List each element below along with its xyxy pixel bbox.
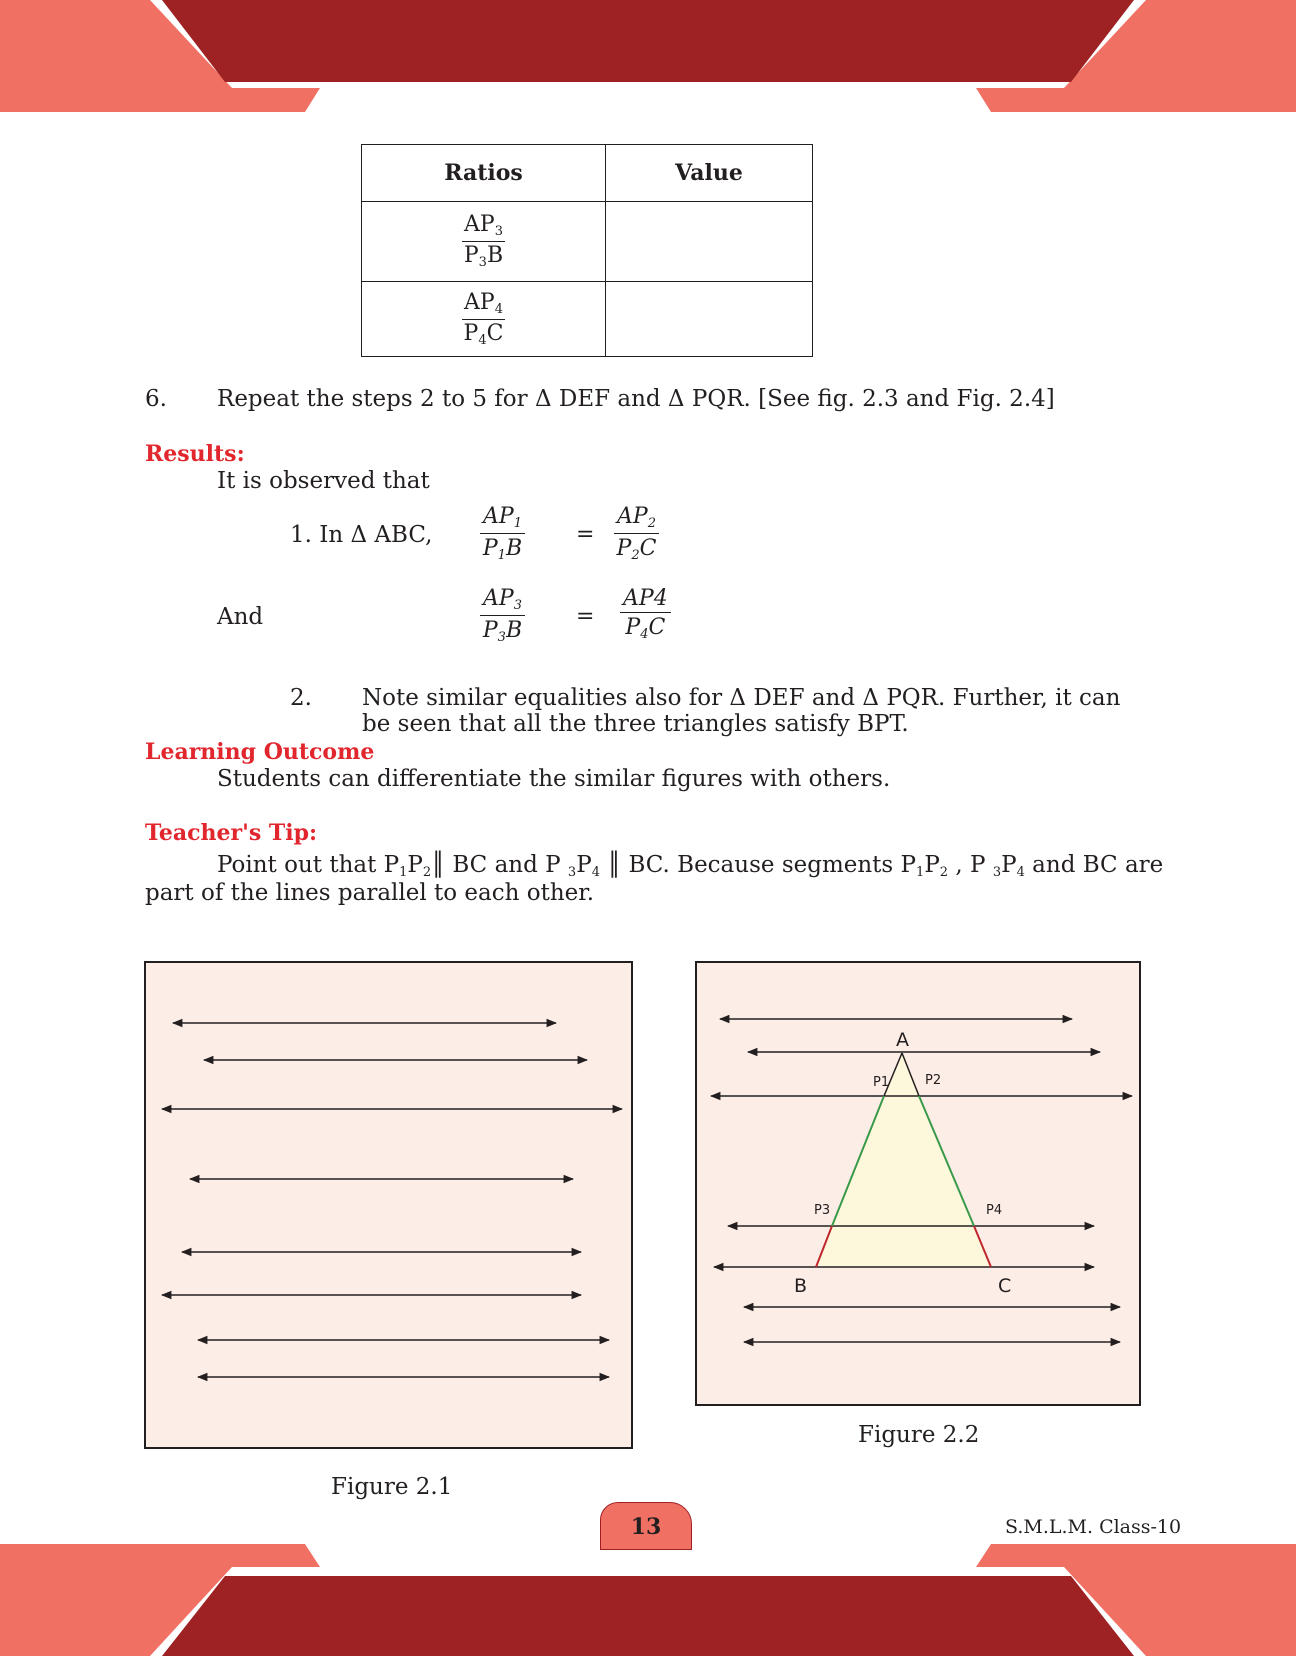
label-a: A: [896, 1029, 909, 1051]
ratio-cell: [362, 202, 606, 282]
fraction-ap4-p4c: $\frac{AP4}{P_4C}$: [620, 586, 671, 643]
header-ratios: Ratios: [362, 145, 606, 202]
teachers-tip-heading: Teacher's Tip:: [145, 820, 318, 846]
equals-sign: =: [576, 604, 595, 629]
results-heading: Results:: [145, 441, 245, 467]
label-p1: P1: [873, 1075, 890, 1090]
table-row: [362, 282, 813, 357]
label-b: B: [794, 1275, 808, 1297]
teachers-tip-line1: Point out that $P_1P_2║$ BC and P $_3P_4$ ║ BC. Because segments $P_1P_2$ , P $_3P_4$ and BC are: [217, 852, 1164, 880]
result-item-2-line1: Note similar equalities also for Δ DEF and Δ PQR. Further, it can: [362, 685, 1121, 711]
parallel-lines-diagram: [146, 963, 631, 1447]
label-p4: P4: [986, 1203, 1003, 1218]
equals-sign: =: [576, 522, 595, 547]
value-cell: [606, 282, 813, 357]
figure-2-2: [695, 961, 1141, 1406]
ratio-ap4-p4c: $\frac{AP_4}{P_4C}$: [463, 289, 504, 348]
ratio-ap3-p3b: $\frac{AP_3}{P_3B}$: [463, 212, 504, 270]
triangle-abc: [816, 1053, 991, 1267]
label-p3: P3: [814, 1203, 831, 1218]
table-row: [362, 202, 813, 282]
header-value: Value: [606, 145, 813, 202]
step-number: 6.: [145, 386, 167, 412]
triangle-bpt-diagram: [697, 963, 1139, 1404]
fraction-ap2-p2c: $\frac{AP_2}{P_2C}$: [614, 504, 659, 564]
learning-outcome-text: Students can differentiate the similar figures with others.: [217, 766, 891, 792]
fraction-ap3-p3b: $\frac{AP_3}{P_3B}$: [480, 586, 525, 646]
label-c: C: [998, 1275, 1012, 1297]
figure-2-2-caption: Figure 2.2: [858, 1422, 980, 1448]
header-decoration: [0, 0, 1296, 115]
fraction-ap1-p1b: $\frac{AP_1}{P_1B}$: [480, 504, 525, 564]
step-text: Repeat the steps 2 to 5 for Δ DEF and Δ PQR. [See fig. 2.3 and Fig. 2.4]: [217, 386, 1055, 412]
label-p2: P2: [925, 1073, 942, 1088]
figure-2-1-caption: Figure 2.1: [331, 1474, 453, 1500]
ratio-table: [361, 144, 813, 357]
page-number: 13: [600, 1502, 692, 1550]
figure-2-1: [144, 961, 633, 1449]
result-item-1-label: 1. In Δ ABC,: [290, 522, 433, 548]
ratio-cell: [362, 282, 606, 357]
and-label: And: [217, 604, 264, 630]
teachers-tip-line2: part of the lines parallel to each other.: [145, 880, 595, 906]
value-cell: [606, 202, 813, 282]
results-intro: It is observed that: [217, 468, 430, 494]
learning-outcome-heading: Learning Outcome: [145, 739, 375, 765]
result-item-2-line2: be seen that all the three triangles satisfy BPT.: [362, 711, 909, 737]
result-item-2-number: 2.: [290, 685, 312, 711]
book-title: S.M.L.M. Class-10: [1005, 1516, 1182, 1538]
footer-decoration: [0, 1540, 1296, 1656]
